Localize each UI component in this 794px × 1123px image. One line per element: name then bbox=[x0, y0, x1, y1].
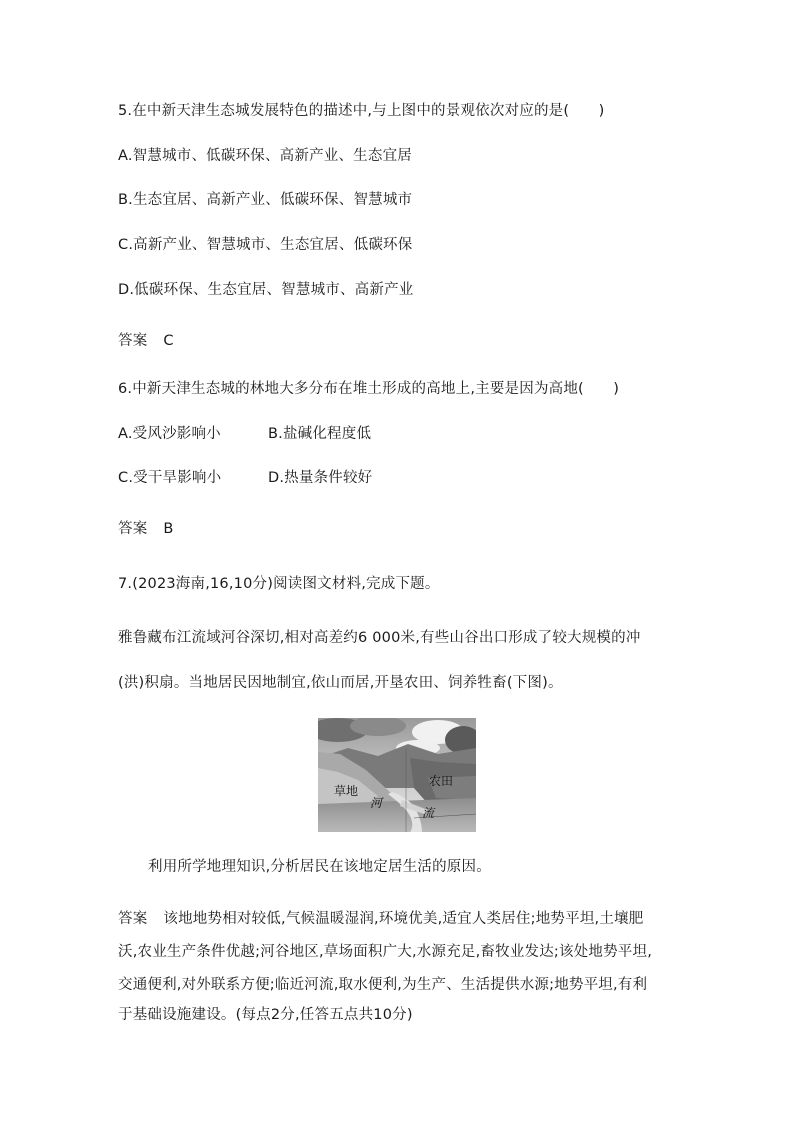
q5-answer-value: C bbox=[163, 333, 174, 349]
valley-photo bbox=[318, 718, 476, 832]
q6-option-b: B.盐碱化程度低 bbox=[268, 426, 372, 442]
q6-stem: 6.中新天津生态城的林地大多分布在堆土形成的高地上,主要是因为高地( ) bbox=[118, 381, 620, 397]
q5-answer bbox=[118, 331, 174, 351]
q7-answer-line-4: 于基础设施建设。(每点2分,任答五点共10分) bbox=[118, 1007, 413, 1023]
q5-option-a: A.智慧城市、低碳环保、高新产业、生态宜居 bbox=[118, 148, 412, 164]
q7-material-line-1: 雅鲁藏布江流域河谷深切,相对高差约6 000米,有些山谷出口形成了较大规模的冲 bbox=[118, 630, 641, 646]
q6-answer bbox=[118, 519, 174, 539]
q6-option-d: D.热量条件较好 bbox=[268, 470, 373, 486]
q6-option-row-2 bbox=[118, 468, 373, 488]
figure-label-grassland: 草地 bbox=[334, 784, 359, 798]
q7-question: 利用所学地理知识,分析居民在该地定居生活的原因。 bbox=[148, 859, 491, 875]
q7-answer-line-1 bbox=[118, 909, 643, 929]
q6-option-row-1 bbox=[118, 424, 372, 444]
q6-option-c: C.受干旱影响小 bbox=[118, 470, 222, 486]
q6-answer-label: 答案 bbox=[118, 521, 148, 537]
figure-label-farmland: 农田 bbox=[429, 774, 454, 788]
q7-material-line-2: (洪)积扇。当地居民因地制宜,依山而居,开垦农田、饲养牲畜(下图)。 bbox=[118, 675, 563, 691]
q5-stem: 5.在中新天津生态城发展特色的描述中,与上图中的景观依次对应的是( ) bbox=[118, 103, 605, 119]
q5-answer-label: 答案 bbox=[118, 333, 148, 349]
q6-answer-value: B bbox=[163, 521, 174, 537]
q5-option-d: D.低碳环保、生态宜居、智慧城市、高新产业 bbox=[118, 282, 414, 298]
figure-label-river-2: 流 bbox=[422, 806, 435, 820]
q7-answer-line-2: 沃,农业生产条件优越;河谷地区,草场面积广大,水源充足,畜牧业发达;该处地势平坦, bbox=[118, 944, 653, 960]
q6-option-a: A.受风沙影响小 bbox=[118, 426, 221, 442]
q7-stem: 7.(2023海南,16,10分)阅读图文材料,完成下题。 bbox=[118, 576, 440, 592]
q5-option-c: C.高新产业、智慧城市、生态宜居、低碳环保 bbox=[118, 237, 413, 253]
q7-answer-line-3: 交通便利,对外联系方便;临近河流,取水便利,为生产、生活提供水源;地势平坦,有利 bbox=[118, 977, 648, 993]
figure-label-river-1: 河 bbox=[370, 796, 383, 810]
q7-answer-text-1: 该地地势相对较低,气候温暖湿润,环境优美,适宜人类居住;地势平坦,土壤肥 bbox=[163, 911, 644, 927]
q5-option-b: B.生态宜居、高新产业、低碳环保、智慧城市 bbox=[118, 192, 413, 208]
q7-answer-label: 答案 bbox=[118, 911, 148, 927]
